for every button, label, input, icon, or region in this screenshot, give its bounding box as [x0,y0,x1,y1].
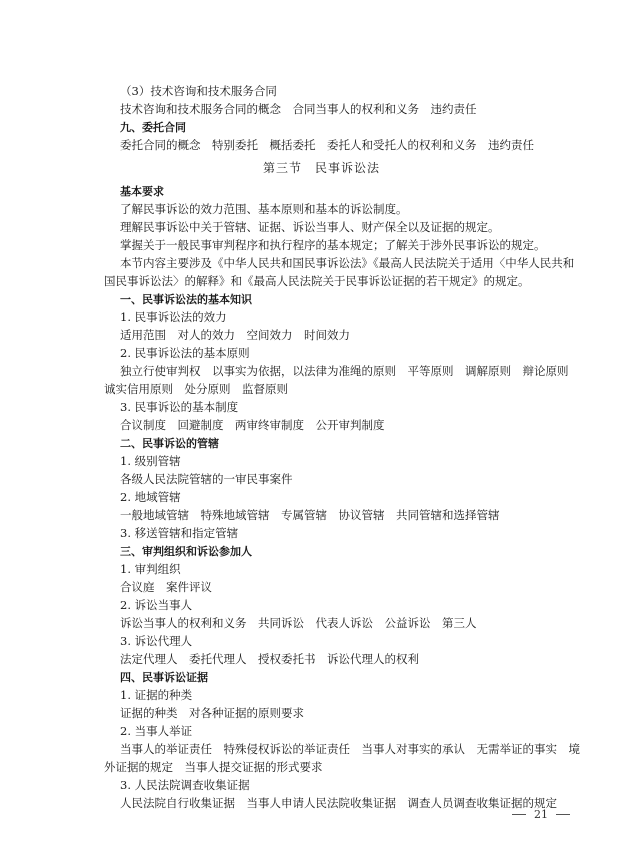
part9-heading: 九、委托合同 [120,121,186,134]
part2-sub1-items: 各级人民法院管辖的一审民事案件 [120,472,293,486]
part4-heading: 四、民事诉讼证据 [120,671,208,684]
part1-sub1-items: 适用范围 对人的效力 空间效力 时间效力 [120,328,350,342]
part1-heading: 一、民事诉讼法的基本知识 [120,293,252,306]
part4-sub2-items-1: 当事人的举证责任 特殊侵权诉讼的举证责任 当事人对事实的承认 无需举证的事实 境 [120,742,580,756]
part1-sub2: 2. 民事诉讼法的基本原则 [120,346,250,360]
part4-sub2-items-2: 外证据的规定 当事人提交证据的形式要求 [104,760,323,774]
part4-sub1: 1. 证据的种类 [120,688,193,702]
part2-sub1: 1. 级别管辖 [120,454,181,468]
part3-sub3: 3. 诉讼代理人 [120,634,193,648]
part9-items: 委托合同的概念 特别委托 概括委托 委托人和受托人的权利和义务 违约责任 [120,138,534,152]
part3-sub2: 2. 诉讼当事人 [120,598,193,612]
part1-sub1: 1. 民事诉讼法的效力 [120,310,227,324]
part4-sub3-items: 人民法院自行收集证据 当事人申请人民法院收集证据 调查人员调查收集证据的规定 [120,796,557,810]
contract-sub3-heading: （3）技术咨询和技术服务合同 [120,84,277,98]
page-footer [512,808,570,821]
part2-heading: 二、民事诉讼的管辖 [120,437,219,450]
part1-sub2-items-2: 诚实信用原则 处分原则 监督原则 [104,382,288,396]
requirement-2: 理解民事诉讼中关于管辖、证据、诉讼当事人、财产保全以及证据的规定。 [120,220,500,234]
part2-sub2: 2. 地域管辖 [120,490,181,504]
requirement-1: 了解民事诉讼的效力范围、基本原则和基本的诉讼制度。 [120,202,408,216]
page-number: 21 [534,808,548,821]
section-title: 第三节 民事诉讼法 [263,161,381,175]
requirement-3: 掌握关于一般民事审判程序和执行程序的基本规定；了解关于涉外民事诉讼的规定。 [120,238,546,252]
footer-dash-left [512,814,526,815]
part4-sub3: 3. 人民法院调查收集证据 [120,778,250,792]
part2-sub3: 3. 移送管辖和指定管辖 [120,526,239,540]
contract-sub3-items: 技术咨询和技术服务合同的概念 合同当事人的权利和义务 违约责任 [120,102,477,116]
part1-sub2-items-1: 独立行使审判权 以事实为依据，以法律为准绳的原则 平等原则 调解原则 辩论原则 [120,364,569,378]
part4-sub1-items: 证据的种类 对各种证据的原则要求 [120,706,304,720]
part3-sub3-items: 法定代理人 委托代理人 授权委托书 诉讼代理人的权利 [120,652,419,666]
basic-requirements-heading: 基本要求 [120,185,164,198]
part3-sub1: 1. 审判组织 [120,562,181,576]
part3-heading: 三、审判组织和诉讼参加人 [120,545,252,558]
part3-sub1-items: 合议庭 案件评议 [120,580,212,594]
part4-sub2: 2. 当事人举证 [120,724,193,738]
part2-sub2-items: 一般地域管辖 特殊地域管辖 专属管辖 协议管辖 共同管辖和选择管辖 [120,508,500,522]
footer-dash-right [556,814,570,815]
part3-sub2-items: 诉讼当事人的权利和义务 共同诉讼 代表人诉讼 公益诉讼 第三人 [120,616,477,630]
part1-sub3-items: 合议制度 回避制度 两审终审制度 公开审判制度 [120,418,385,432]
part1-sub3: 3. 民事诉讼的基本制度 [120,400,239,414]
scope-line-2: 国民事诉讼法〉的解释》和《最高人民法院关于民事诉讼证据的若干规定》的规定。 [104,274,530,288]
scope-line-1: 本节内容主要涉及《中华人民共和国民事诉讼法》《最高人民法院关于适用〈中华人民共和 [120,256,575,270]
